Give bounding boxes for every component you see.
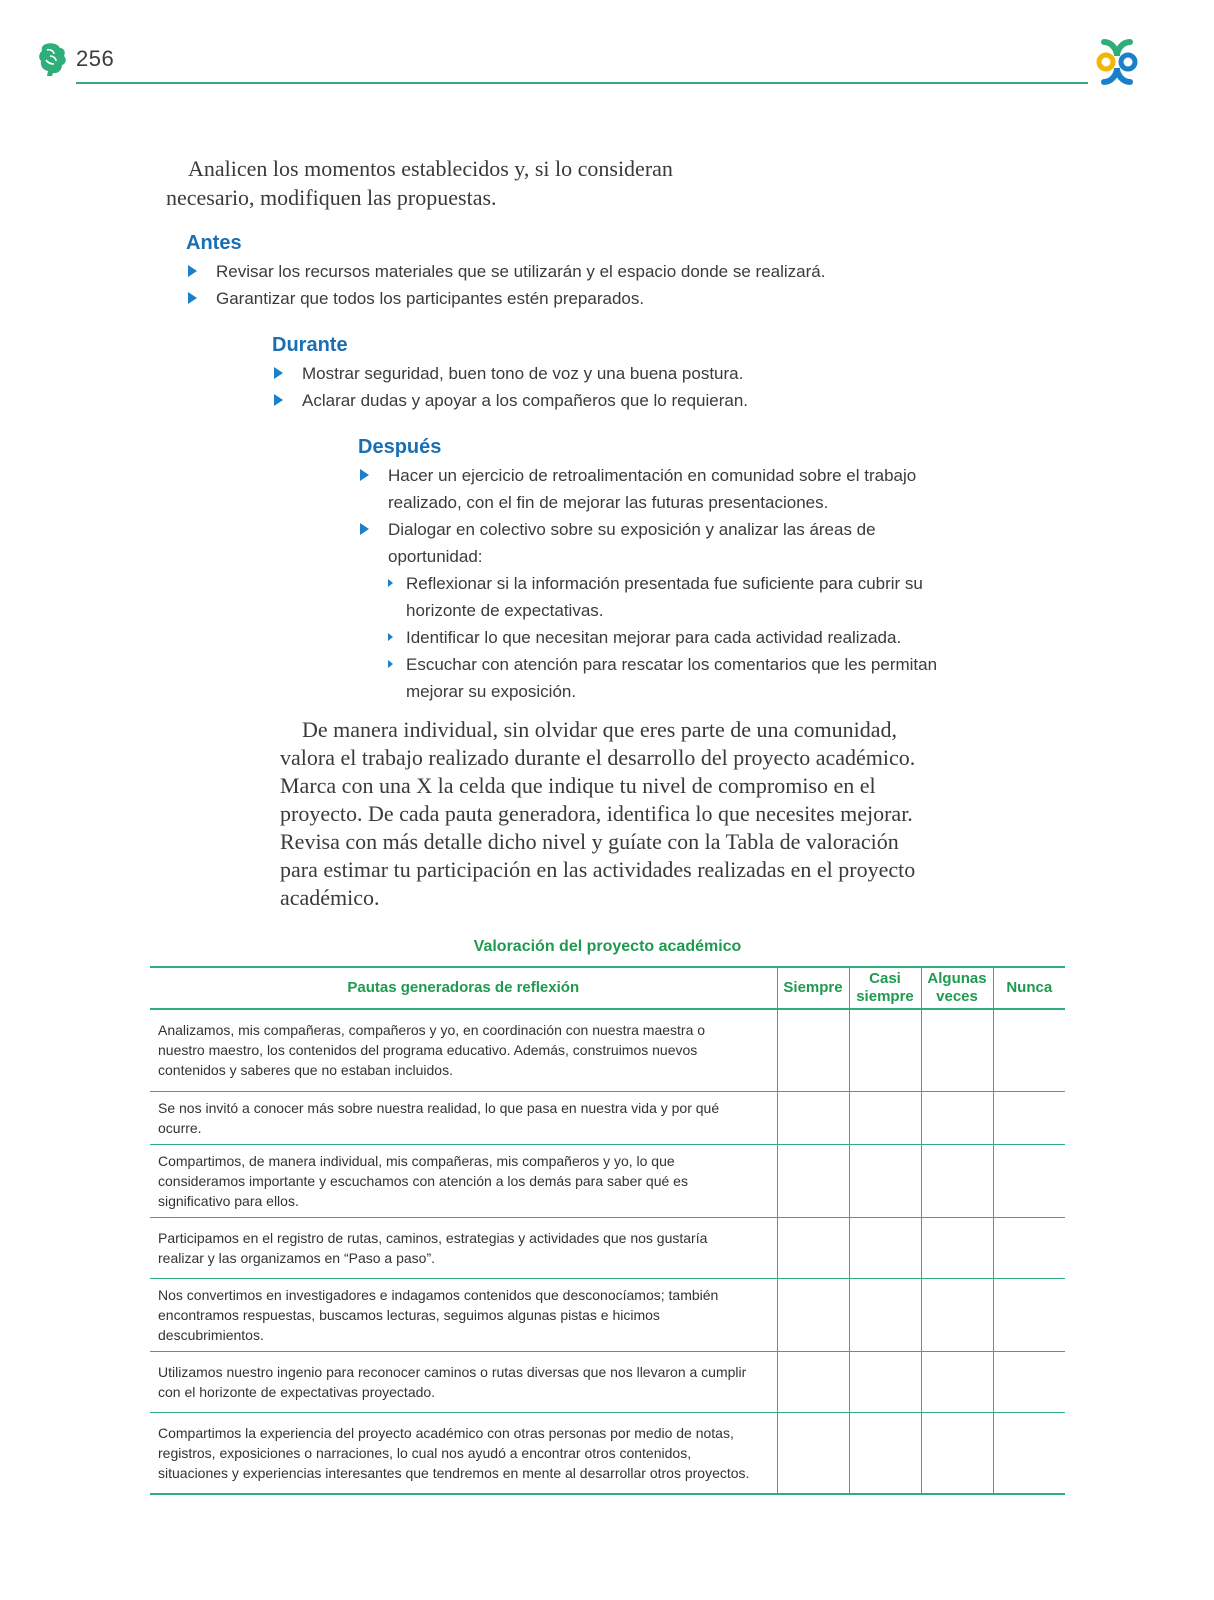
section-despues [358,434,938,705]
bullet-arrow-icon [188,265,197,277]
table-row [150,1351,1065,1412]
mark-cell-algunas-veces[interactable] [921,1217,993,1278]
mark-cell-casi-siempre[interactable] [849,1217,921,1278]
list-item: Aclarar dudas y apoyar a los compañeros que lo requieran. [272,387,912,414]
mark-cell-casi-siempre[interactable] [849,1412,921,1494]
intro-text: Analicen los momentos establecidos y, si lo consideran necesario, modifiquen las propuestas. [166,156,673,210]
table-title: Valoración del proyecto académico [473,938,742,955]
sub-list-item: Reflexionar si la información presentada fue suficiente para cubrir su horizonte de expectativas. [388,570,938,624]
mark-cell-siempre[interactable] [777,1278,849,1351]
mark-cell-algunas-veces[interactable] [921,1091,993,1144]
green-figure-icon [38,42,68,76]
list-item: Mostrar seguridad, buen tono de voz y una buena postura. [272,360,912,387]
bullet-arrow-icon [188,292,197,304]
mark-cell-siempre[interactable] [777,1144,849,1217]
sub-bullet-arrow-icon [388,660,393,668]
mark-cell-nunca[interactable] [993,1091,1065,1144]
header-rule [76,82,1088,84]
bullet-list-durante [272,360,912,414]
mark-cell-algunas-veces[interactable] [921,1144,993,1217]
section-durante [272,332,912,414]
mark-cell-nunca[interactable] [993,1412,1065,1494]
column-header-siempre: Siempre [777,967,849,1009]
bullet-arrow-icon [360,523,369,535]
row-text: Participamos en el registro de rutas, caminos, estrategias y actividades que nos gustaría realizar y las organizamos en “Paso a paso”. [150,1217,777,1278]
mark-cell-nunca[interactable] [993,1278,1065,1351]
mark-cell-siempre[interactable] [777,1009,849,1091]
table-row [150,1278,1065,1351]
row-text: Se nos invitó a conocer más sobre nuestra realidad, lo que pasa en nuestra vida y por qué ocurre. [150,1091,777,1144]
sub-bullet-arrow-icon [388,579,393,587]
mark-cell-casi-siempre[interactable] [849,1351,921,1412]
table-row [150,1217,1065,1278]
list-item: Hacer un ejercicio de retroalimentación en comunidad sobre el trabajo realizado, con el fin de mejorar las futuras presentaciones. [358,462,938,516]
mark-cell-nunca[interactable] [993,1351,1065,1412]
mark-cell-nunca[interactable] [993,1217,1065,1278]
bullet-arrow-icon [360,469,369,481]
mark-cell-casi-siempre[interactable] [849,1009,921,1091]
section-antes [186,230,886,312]
list-item: Dialogar en colectivo sobre su exposición y analizar las áreas de oportunidad: Reflexionar si la información presentada fue suficiente para cubrir su horizonte de expectativas. Identificar lo que necesitan mejorar para cada actividad realizada. Escuchar con atención para rescatar los comentarios que les permitan mejorar su exposición. [358,516,938,705]
list-item: Garantizar que todos los participantes estén preparados. [186,285,886,312]
assessment-table [150,966,1065,1495]
table-row [150,1144,1065,1217]
mark-cell-nunca[interactable] [993,1009,1065,1091]
row-text: Compartimos, de manera individual, mis compañeras, mis compañeros y yo, lo que consideramos importante y escuchamos con atención a los demás para saber qué es significativo para ellos. [150,1144,777,1217]
bullet-arrow-icon [274,394,283,406]
row-text: Compartimos la experiencia del proyecto académico con otras personas por medio de notas, registros, exposiciones o narraciones, lo cual nos ayudó a encontrar otros contenidos, situaciones y experiencias interesantes que tendremos en mente al desarrollar otros proyectos. [150,1412,777,1494]
sub-bullet-list [388,570,938,705]
row-text: Analizamos, mis compañeras, compañeros y yo, en coordinación con nuestra maestra o nuestro maestro, los contenidos del programa educativo. Además, construimos nuevos contenidos y saberes que no estaban incluidos. [150,1009,777,1091]
mark-cell-siempre[interactable] [777,1091,849,1144]
sub-bullet-arrow-icon [388,633,393,641]
mark-cell-siempre[interactable] [777,1217,849,1278]
instructions-paragraph: De manera individual, sin olvidar que eres parte de una comunidad, valora el trabajo realizado durante el desarrollo del proyecto académico. Marca con una X la celda que indique tu nivel de compromiso en el proyecto. De cada pauta generadora, identifica lo que necesites mejorar. Revisa con más detalle dicho nivel y guíate con la Tabla de valoración para estimar tu participación en las actividades realizadas en el proyecto académico. [280,717,916,910]
section-title-antes: Antes [186,232,242,254]
column-header-nunca: Nunca [993,967,1065,1009]
mark-cell-casi-siempre[interactable] [849,1091,921,1144]
mark-cell-algunas-veces[interactable] [921,1412,993,1494]
mark-cell-algunas-veces[interactable] [921,1009,993,1091]
bullet-list-antes [186,258,886,312]
mark-cell-casi-siempre[interactable] [849,1278,921,1351]
sub-list-item: Escuchar con atención para rescatar los comentarios que les permitan mejorar su exposición. [388,651,938,705]
mark-cell-algunas-veces[interactable] [921,1278,993,1351]
row-text: Nos convertimos en investigadores e indagamos contenidos que desconocíamos; también encontramos respuestas, buscamos lecturas, seguimos algunas pistas e hicimos descubrimientos. [150,1278,777,1351]
table-header-row [150,967,1065,1009]
table-row [150,1412,1065,1494]
nem-logo-icon [1090,34,1144,88]
section-title-durante: Durante [272,334,348,356]
table-row [150,1091,1065,1144]
column-header-casi-siempre: Casi siempre [849,967,921,1009]
sub-list-item: Identificar lo que necesitan mejorar para cada actividad realizada. [388,624,938,651]
table-row [150,1009,1065,1091]
bullet-list-despues [358,462,938,705]
list-item: Revisar los recursos materiales que se utilizarán y el espacio donde se realizará. [186,258,886,285]
row-text: Utilizamos nuestro ingenio para reconocer caminos o rutas diversas que nos llevaron a cumplir con el horizonte de expectativas proyectado. [150,1351,777,1412]
mark-cell-siempre[interactable] [777,1412,849,1494]
bullet-arrow-icon [274,367,283,379]
column-header-algunas-veces: Algunas veces [921,967,993,1009]
page-number: 256 [76,46,115,71]
section-title-despues: Después [358,436,442,458]
page-header [36,34,1146,94]
column-header-pautas: Pautas generadoras de reflexión [150,967,777,1009]
mark-cell-casi-siempre[interactable] [849,1144,921,1217]
mark-cell-siempre[interactable] [777,1351,849,1412]
mark-cell-nunca[interactable] [993,1144,1065,1217]
mark-cell-algunas-veces[interactable] [921,1351,993,1412]
